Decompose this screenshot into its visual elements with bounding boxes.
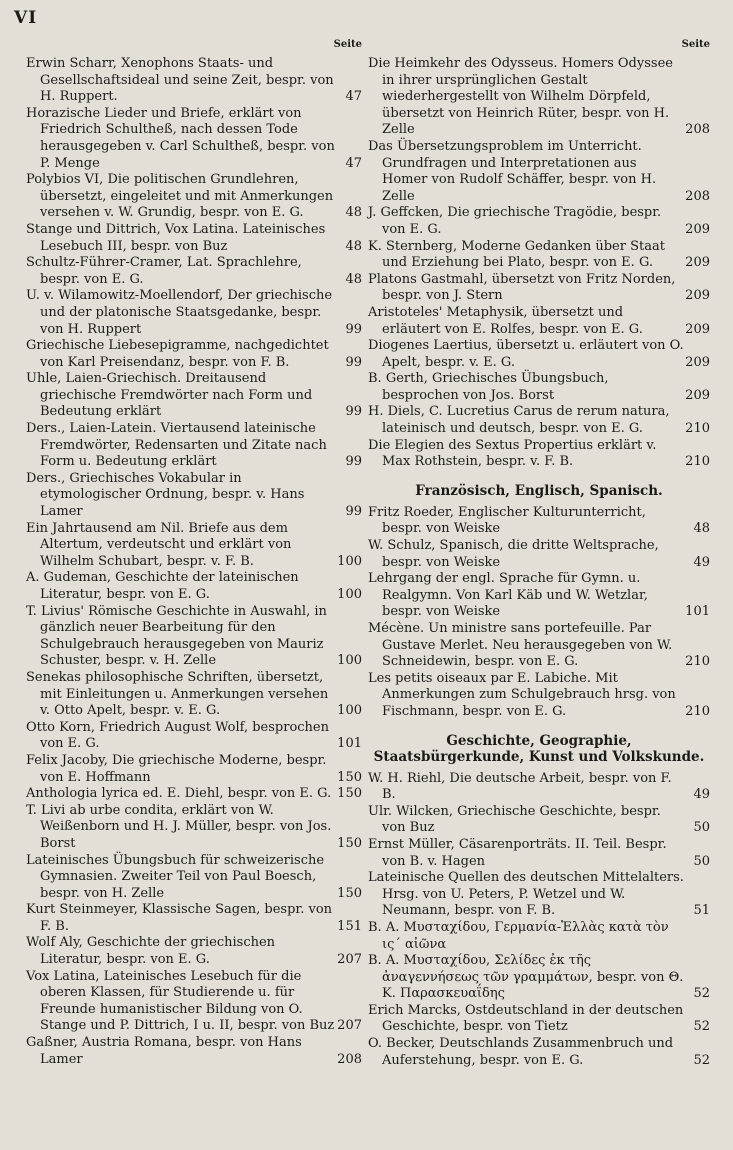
entry-text: Griechische Liebesepigramme, nachgedichtet von Karl Preisendanz, bespr. von F. B. xyxy=(26,338,329,370)
index-entry xyxy=(368,671,710,721)
index-entry xyxy=(26,371,362,421)
index-entry xyxy=(368,438,710,471)
entry-text: Erwin Scharr, Xenophons Staats- und Gesellschaftsideal und seine Zeit, bespr. von H. Ruppert. xyxy=(26,56,334,105)
index-entry xyxy=(26,786,362,803)
entry-text: A. Gudeman, Geschichte der lateinischen Literatur, bespr. von E. G. xyxy=(26,570,299,602)
entry-page: 150 xyxy=(337,786,362,802)
index-entry xyxy=(26,106,362,172)
entry-page: 49 xyxy=(693,554,710,570)
index-entry xyxy=(26,604,362,670)
entry-text: W. H. Riehl, Die deutsche Arbeit, bespr. von F. B. xyxy=(368,770,672,803)
entry-page: 207 xyxy=(337,1018,362,1034)
entry-text: H. Diels, C. Lucretius Carus de rerum natura, lateinisch und deutsch, bespr. von E. G. xyxy=(368,404,670,437)
index-entry xyxy=(368,538,710,571)
page-number: VI xyxy=(14,8,38,28)
index-entry xyxy=(368,139,710,205)
entry-text: Platons Gastmahl, übersetzt von Fritz Norden, bespr. von J. Stern xyxy=(368,271,676,304)
entry-text: Das Übersetzungsproblem im Unterricht. Grundfragen und Interpretationen aus Homer von Rudolf Schäffer, bespr. von H. Zelle xyxy=(368,138,657,204)
index-entry xyxy=(26,255,362,288)
entry-page: 209 xyxy=(685,387,710,403)
entry-text: Ders., Laien-Latein. Viertausend lateinische Fremdwörter, Redensarten und Zitate nach Form u. Bedeutung erklärt xyxy=(26,421,327,470)
entry-page: 151 xyxy=(337,918,362,934)
entry-page: 209 xyxy=(685,221,710,237)
right-entry-list-a xyxy=(368,56,710,471)
entry-text: Les petits oiseaux par E. Labiche. Mit Anmerkungen zum Schulgebrauch hrsg. von Fischmann, bespr. von E. G. xyxy=(368,670,676,719)
entry-page: 99 xyxy=(345,354,362,370)
entry-page: 99 xyxy=(345,404,362,420)
entry-page: 209 xyxy=(685,255,710,271)
entry-text: Senekas philosophische Schriften, übersetzt, mit Einleitungen u. Anmerkungen versehen v. Otto Apelt, bespr. v. E. G. xyxy=(26,669,329,719)
index-entry xyxy=(368,804,710,837)
entry-text: Fritz Roeder, Englischer Kulturunterricht, bespr. von Weiske xyxy=(368,504,646,537)
entry-page: 48 xyxy=(693,521,710,537)
index-entry xyxy=(26,902,362,935)
index-entry xyxy=(26,56,362,106)
index-entry xyxy=(368,272,710,305)
entry-page: 100 xyxy=(337,553,362,569)
index-entry xyxy=(26,969,362,1035)
entry-page: 47 xyxy=(345,89,362,105)
entry-text: Vox Latina, Lateinisches Lesebuch für die oberen Klassen, für Studierende u. für Freunde humanistischer Bildung von O. Stange und P. Dittrich, I u. II, bespr. von Buz xyxy=(26,968,335,1034)
entry-page: 49 xyxy=(693,787,710,803)
entry-page: 100 xyxy=(337,653,362,669)
index-entry xyxy=(26,421,362,471)
index-entry xyxy=(26,803,362,853)
index-entry xyxy=(368,205,710,238)
entry-page: 99 xyxy=(345,504,362,520)
entry-page: 99 xyxy=(345,321,362,337)
entry-page: 50 xyxy=(693,820,710,836)
entry-text: Kurt Steinmeyer, Klassische Sagen, bespr. von F. B. xyxy=(26,902,333,934)
entry-text: Schultz-Führer-Cramer, Lat. Sprachlehre, bespr. von E. G. xyxy=(26,255,302,287)
entry-text: Diogenes Laertius, übersetzt u. erläutert von O. Apelt, bespr. v. E. G. xyxy=(368,338,684,370)
entry-text: Mécène. Un ministre sans portefeuille. Par Gustave Merlet. Neu herausgegeben von W. Schneidewin, bespr. von E. G. xyxy=(368,621,673,670)
entry-page: 150 xyxy=(337,835,362,851)
entry-text: Β. Α. Μυσταχίδου, Σελίδες ἐκ τῆς ἀναγεννήσεως τῶν γραμμάτων, bespr. von Θ. Κ. Παρασκευαΐδης xyxy=(368,953,684,1002)
right-entry-list-c xyxy=(368,771,710,1070)
entry-text: B. Gerth, Griechisches Übungsbuch, besprochen von Jos. Borst xyxy=(368,371,609,403)
right-entry-list-b xyxy=(368,505,710,721)
entry-page: 101 xyxy=(685,604,710,620)
entry-page: 210 xyxy=(685,454,710,470)
index-entry xyxy=(368,1003,710,1036)
index-entry xyxy=(368,920,710,953)
entry-text: Gaßner, Austria Romana, bespr. von Hans Lamer xyxy=(26,1035,302,1067)
entry-page: 101 xyxy=(337,736,362,752)
entry-text: Erich Marcks, Ostdeutschland in der deutschen Geschichte, bespr. von Tietz xyxy=(368,1002,684,1035)
entry-text: J. Geffcken, Die griechische Tragödie, bespr. von E. G. xyxy=(368,205,662,237)
entry-page: 48 xyxy=(345,205,362,221)
entry-page: 52 xyxy=(693,1052,710,1068)
index-entry xyxy=(26,720,362,753)
entry-page: 209 xyxy=(685,288,710,304)
entry-text: U. v. Wilamowitz-Moellendorf, Der griechische und der platonische Staatsgedanke, bespr. von H. Ruppert xyxy=(26,288,333,337)
entry-page: 210 xyxy=(685,703,710,719)
entry-text: Die Heimkehr des Odysseus. Homers Odyssee in ihrer ursprünglichen Gestalt wiederhergestellt von Wilhelm Dörpfeld, übersetzt von Heinrich Rüter, bespr. von H. Zelle xyxy=(368,56,673,138)
entry-text: Ders., Griechisches Vokabular in etymologischer Ordnung, bespr. v. Hans Lamer xyxy=(26,470,305,520)
index-entry xyxy=(368,771,710,804)
entry-text: Die Elegien des Sextus Propertius erklärt v. Max Rothstein, bespr. v. F. B. xyxy=(368,437,657,470)
entry-text: Lateinische Quellen des deutschen Mittelalters. Hrsg. von U. Peters, P. Wetzel und W. Neumann, bespr. von F. B. xyxy=(368,870,684,919)
entry-page: 99 xyxy=(345,454,362,470)
entry-page: 47 xyxy=(345,155,362,171)
index-entry xyxy=(368,571,710,621)
right-column xyxy=(368,38,710,1069)
index-entry xyxy=(368,371,710,404)
index-entry xyxy=(26,338,362,371)
index-entry xyxy=(368,239,710,272)
entry-text: Ulr. Wilcken, Griechische Geschichte, bespr. von Buz xyxy=(368,803,661,836)
column-header-left: Seite xyxy=(333,39,362,50)
column-header-right: Seite xyxy=(681,39,710,50)
entry-text: T. Livi ab urbe condita, erklärt von W. Weißenborn und H. J. Müller, bespr. von Jos. Borst xyxy=(26,802,332,851)
index-entry xyxy=(26,222,362,255)
index-entry xyxy=(26,670,362,720)
entry-page: 48 xyxy=(345,238,362,254)
section-title-history-geography: Geschichte, Geographie, Staatsbürgerkunde, Kunst und Volkskunde. xyxy=(373,732,705,765)
index-entry xyxy=(26,853,362,903)
entry-page: 208 xyxy=(337,1051,362,1067)
index-entry xyxy=(26,935,362,968)
entry-text: Aristoteles' Metaphysik, übersetzt und erläutert von E. Rolfes, bespr. von E. G. xyxy=(368,304,643,337)
entry-text: Anthologia lyrica ed. E. Diehl, bespr. von E. G. xyxy=(26,786,332,802)
index-entry xyxy=(368,56,710,139)
entry-text: Ernst Müller, Cäsarenporträts. II. Teil. Bespr. von B. v. Hagen xyxy=(368,836,667,869)
entry-page: 51 xyxy=(693,903,710,919)
index-entry xyxy=(26,172,362,222)
entry-text: W. Schulz, Spanisch, die dritte Weltsprache, bespr. von Weiske xyxy=(368,538,659,570)
entry-page: 210 xyxy=(685,421,710,437)
index-entry xyxy=(26,1035,362,1068)
entry-page: 207 xyxy=(337,952,362,968)
entry-page: 50 xyxy=(693,853,710,869)
entry-text: Lateinisches Übungsbuch für schweizerische Gymnasien. Zweiter Teil von Paul Boesch, bespr. von H. Zelle xyxy=(26,852,325,901)
index-entry xyxy=(26,570,362,603)
entry-page: 208 xyxy=(685,122,710,138)
section-title-french-english-spanish: Französisch, Englisch, Spanisch. xyxy=(415,482,663,499)
entry-text: Β. Α. Μυσταχίδου, Γερμανία-Ἑλλὰς κατὰ τὸν ις´ αἰῶνα xyxy=(368,919,669,952)
entry-page: 48 xyxy=(345,271,362,287)
entry-page: 100 xyxy=(337,587,362,602)
index-entry xyxy=(368,505,710,538)
left-entry-list xyxy=(26,56,362,1068)
index-entry xyxy=(368,621,710,671)
entry-text: Stange und Dittrich, Vox Latina. Lateinisches Lesebuch III, bespr. von Buz xyxy=(26,221,326,254)
entry-page: 208 xyxy=(685,188,710,204)
entry-text: T. Livius' Römische Geschichte in Auswahl, in gänzlich neuer Bearbeitung für den Schulgebrauch herausgegeben von Mauriz Schuster, bespr. v. H. Zelle xyxy=(26,603,327,669)
entry-page: 210 xyxy=(685,654,710,670)
index-entry xyxy=(368,953,710,1003)
index-entry xyxy=(368,837,710,870)
index-entry xyxy=(26,471,362,521)
index-entry xyxy=(368,305,710,338)
entry-text: Wolf Aly, Geschichte der griechischen Literatur, bespr. von E. G. xyxy=(26,935,276,968)
entry-page: 100 xyxy=(337,703,362,719)
index-entry xyxy=(26,521,362,571)
entry-page: 209 xyxy=(685,354,710,370)
entry-text: Otto Korn, Friedrich August Wolf, besprochen von E. G. xyxy=(26,719,329,752)
entry-page: 52 xyxy=(693,986,710,1002)
index-entry xyxy=(368,338,710,371)
entry-text: Polybios VI, Die politischen Grundlehren, übersetzt, eingeleitet und mit Anmerkungen versehen v. W. Grundig, bespr. von E. G. xyxy=(26,172,334,221)
entry-page: 52 xyxy=(693,1019,710,1035)
entry-text: Felix Jacoby, Die griechische Moderne, bespr. von E. Hoffmann xyxy=(26,752,327,785)
entry-page: 150 xyxy=(337,769,362,785)
index-entry xyxy=(368,404,710,437)
index-entry xyxy=(26,753,362,786)
entry-text: K. Sternberg, Moderne Gedanken über Staat und Erziehung bei Plato, bespr. von E. G. xyxy=(368,238,665,271)
entry-text: Lehrgang der engl. Sprache für Gymn. u. Realgymn. Von Karl Käb und W. Wetzlar, bespr. von Weiske xyxy=(368,571,648,620)
left-column xyxy=(26,38,362,1068)
index-entry xyxy=(26,288,362,338)
entry-text: Ein Jahrtausend am Nil. Briefe aus dem Altertum, verdeutscht und erklärt von Wilhelm Schubart, bespr. v. F. B. xyxy=(26,520,292,569)
entry-text: Horazische Lieder und Briefe, erklärt von Friedrich Schultheß, nach dessen Tode herausgegeben v. Carl Schultheß, bespr. von P. Menge xyxy=(26,105,335,171)
entry-text: O. Becker, Deutschlands Zusammenbruch und Auferstehung, bespr. von E. G. xyxy=(368,1036,674,1068)
index-entry xyxy=(368,870,710,920)
entry-page: 209 xyxy=(685,321,710,337)
entry-text: Uhle, Laien-Griechisch. Dreitausend griechische Fremdwörter nach Form und Bedeutung erklärt xyxy=(26,371,313,420)
index-entry xyxy=(368,1036,710,1069)
entry-page: 150 xyxy=(337,885,362,901)
